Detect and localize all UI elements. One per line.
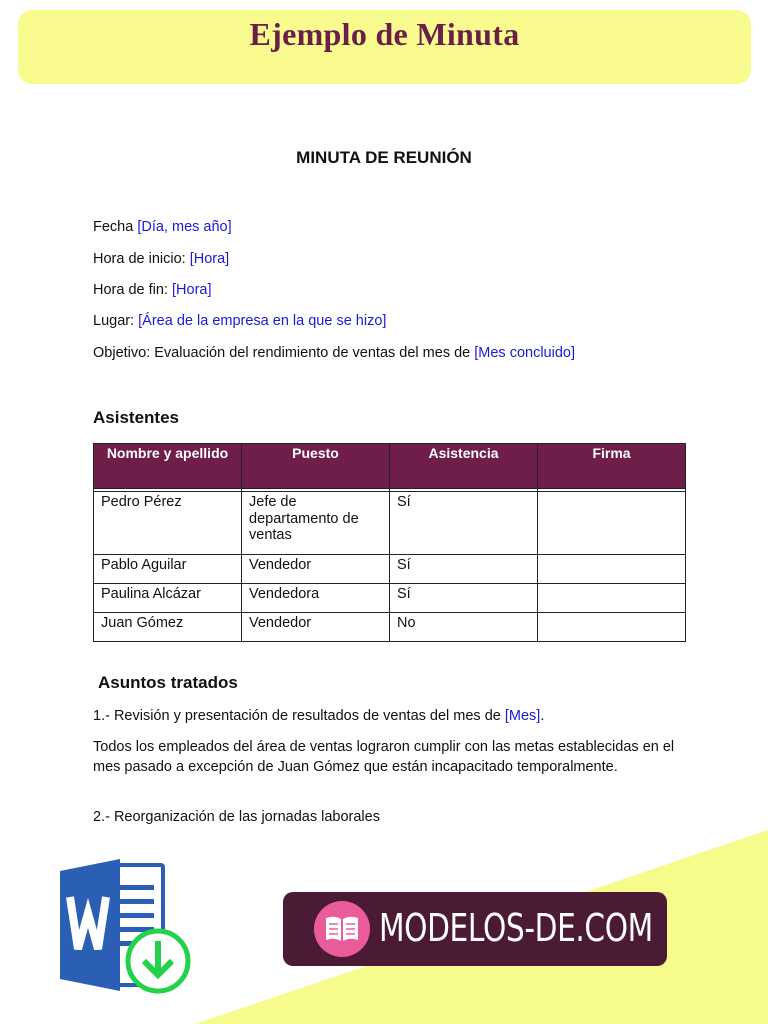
table-header-row (94, 444, 686, 489)
topic-1 (93, 707, 683, 727)
table-cell: Jefe de departamento de ventas (242, 492, 390, 555)
field-value: [Hora] (172, 282, 212, 298)
column-header: Nombre y apellido (94, 444, 242, 489)
attendees-table (93, 443, 686, 642)
field-value: [Hora] (189, 251, 230, 267)
field-fecha (93, 219, 232, 235)
table-cell: No (390, 613, 538, 642)
table-cell: Juan Gómez (94, 613, 242, 642)
table-cell: Vendedor (242, 555, 390, 584)
topic-1-body: Todos los empleados del área de ventas lograron cumplir con las metas establecidas en el mes pasado a excepción de Juan Gómez que están incapacitado temporalmente. (93, 739, 675, 775)
table-cell (538, 555, 686, 584)
word-document-download-icon[interactable] (58, 857, 198, 999)
topic-1-placeholder: [Mes] (504, 708, 541, 724)
table-cell: Sí (390, 555, 538, 584)
field-hora-inicio (93, 251, 229, 267)
field-label: Hora de inicio: (93, 251, 190, 267)
table-row (94, 492, 686, 555)
table-cell: Sí (390, 584, 538, 613)
page-title: Ejemplo de Minuta (249, 16, 520, 52)
topic-1-text: 1.- Revisión y presentación de resultados de ventas del mes de (93, 708, 505, 724)
table-row (94, 613, 686, 642)
field-label: Hora de fin: (93, 282, 172, 298)
column-header: Puesto (242, 444, 390, 489)
table-cell (538, 492, 686, 555)
field-objetivo (93, 345, 575, 361)
field-label: Objetivo: Evaluación del rendimiento de ventas del mes de (93, 345, 475, 361)
topic-2: 2.- Reorganización de las jornadas laborales (93, 809, 380, 825)
table-cell: Vendedor (242, 613, 390, 642)
topic-1-end: . (540, 708, 545, 724)
table-cell (538, 584, 686, 613)
title-banner (18, 10, 751, 84)
field-value: [Día, mes año] (137, 219, 232, 235)
field-label: Lugar: (93, 313, 139, 329)
field-value: [Mes concluido] (474, 345, 575, 361)
field-lugar (93, 313, 386, 329)
column-header: Asistencia (390, 444, 538, 489)
topics-title: Asuntos tratados (98, 673, 238, 692)
field-hora-fin (93, 282, 212, 298)
table-cell: Vendedora (242, 584, 390, 613)
open-book-icon (324, 915, 360, 943)
table-row (94, 555, 686, 584)
table-cell: Paulina Alcázar (94, 584, 242, 613)
table-cell (538, 613, 686, 642)
table-row (94, 584, 686, 613)
column-header: Firma (538, 444, 686, 489)
table-cell: Sí (390, 492, 538, 555)
brand-banner[interactable] (283, 892, 667, 966)
field-label: Fecha (93, 219, 138, 235)
brand-logo-circle (314, 901, 370, 957)
table-cell: Pedro Pérez (94, 492, 242, 555)
table-cell: Pablo Aguilar (94, 555, 242, 584)
field-value: [Área de la empresa en la que se hizo] (138, 313, 387, 329)
document-heading: MINUTA DE REUNIÓN (296, 148, 472, 167)
brand-text: MODELOS-DE.COM (379, 906, 653, 950)
attendees-title: Asistentes (93, 408, 179, 427)
